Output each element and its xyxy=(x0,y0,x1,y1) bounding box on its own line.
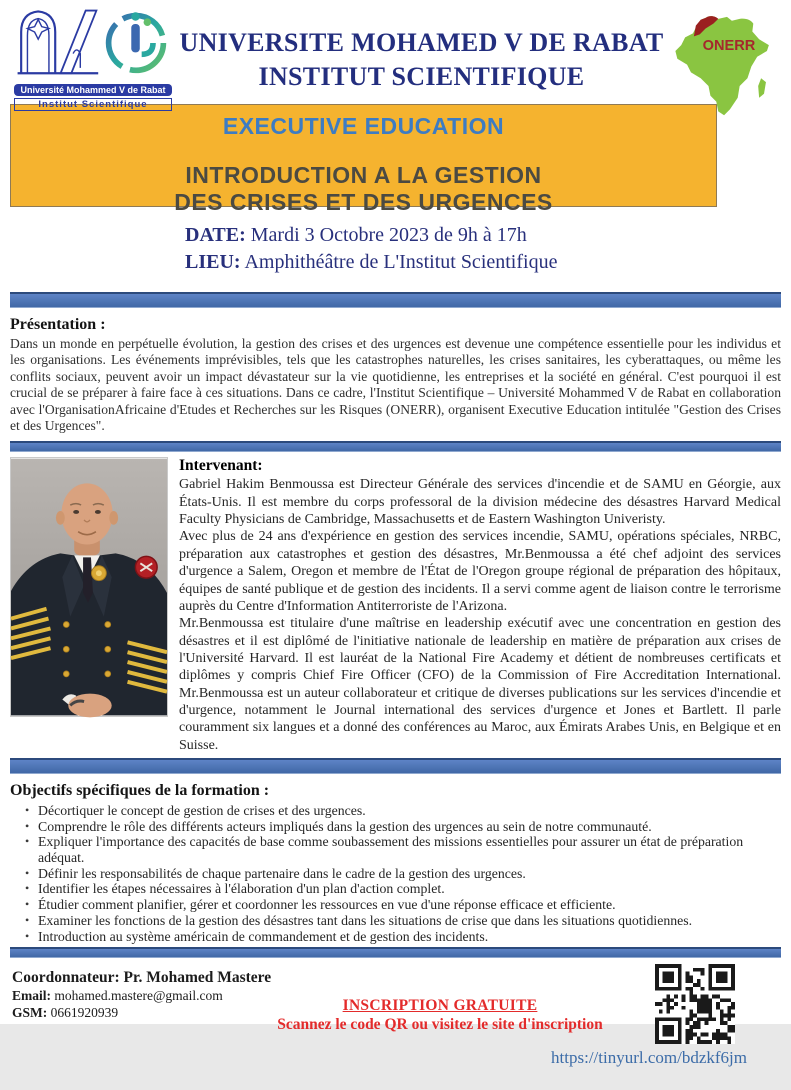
gsm-value: 0661920939 xyxy=(50,1005,119,1021)
university-arch-logo xyxy=(14,5,100,82)
footer xyxy=(0,958,791,1090)
event-info xyxy=(185,222,791,276)
logo-caption-university: Université Mohammed V de Rabat xyxy=(14,84,172,96)
page-title-line2: INSTITUT SCIENTIFIQUE xyxy=(258,62,585,91)
speaker-photo xyxy=(10,457,168,717)
intervenant-paragraph-3: Mr.Benmoussa est titulaire d'une maîtrise en leadership exécutif avec une concentration en gestion des désastres et il est diplômé de l'initiative nationale de leadership en matière de préparation aux crises de l'Université Harvard. Il est lauréat de la National Fire Academy et détient de nombreuses certificats et diplômes y compris Chief Fire Officer (CFO) de la Commission of Fire Accreditation International. Mr.Benmoussa est un auteur collaborateur et critique de diverses publications sur les services d'incendie et d'urgence, notamment le Journal international des services d'urgence et Jones et Bartlett. Il parle couramment six langues et a donné des conférences au Maroc, aux Émirats Arabes Unis, en Belgique et en Suisse. xyxy=(179,616,781,753)
coordinator-block xyxy=(12,968,271,1021)
separator-bar-1 xyxy=(10,292,781,308)
objectives-section xyxy=(10,782,781,944)
registration-link[interactable]: https://tinyurl.com/bdzkf6jm xyxy=(551,1048,747,1068)
program-banner xyxy=(10,104,717,215)
objective-item: • Décortiquer le concept de gestion de crises et des urgences. xyxy=(38,803,781,819)
intervenant-paragraph-1: Gabriel Hakim Benmoussa est Directeur Générale des services d'incendie et de SAMU en Géorgie, aux États-Unis. Il est membre du corps professoral de la division médecine des désastres Harvard Medical Faculty Physicians de Cambridge, Massachusetts et de Eastern Washington Univeristy. xyxy=(179,477,781,528)
date-value: Mardi 3 Octobre 2023 de 9h à 17h xyxy=(250,224,527,246)
objectives-heading: Objectifs spécifiques de la formation : xyxy=(10,781,270,799)
coordinator-label: Coordonnateur: xyxy=(12,969,120,987)
event-date xyxy=(185,222,791,249)
objective-item: • Expliquer l'importance des capacités de base comme soubassement des missions essentielles pour assurer un état de préparation adéquat. xyxy=(38,834,781,865)
banner-kicker: EXECUTIVE EDUCATION xyxy=(222,113,505,139)
presentation-body: Dans un monde en perpétuelle évolution, la gestion des crises et des urgences est devenue une compétence essentielle pour les individus et les organisations. Les événements imprévisibles, tels que les catastrophes naturelles, les crises sanitaires, les cyberattaques, ou même les conflits sociaux, peuvent avoir un impact dévastateur sur la vie quotidienne, les entreprises et la société en général. C'est pourquoi il est crucial de se préparer à faire face à ces situations. Dans ce cadre, l'Institut Scientifique – Université Mohammed V de Rabat en collaboration avec l'OrganisationAfricaine d'Etudes et Recherches sur les Risques (ONERR), organisent Executive Education intitulée "Gestion des Crises et des Urgences". xyxy=(10,336,781,434)
email-value: mohamed.mastere@gmail.com xyxy=(54,988,223,1004)
onerr-logo xyxy=(671,10,785,129)
institut-scientifique-logo xyxy=(102,7,170,82)
lieu-value: Amphithéâtre de L'Institut Scientifique xyxy=(244,251,558,273)
university-logo-block xyxy=(14,10,172,111)
email-line xyxy=(12,987,271,1004)
email-label: Email: xyxy=(12,988,51,1004)
qr-code xyxy=(655,964,735,1044)
inscription-title: INSCRIPTION GRATUITE xyxy=(342,997,538,1015)
intervenant-heading: Intervenant: xyxy=(179,457,263,475)
banner-title xyxy=(11,162,716,216)
page-title xyxy=(172,10,671,94)
presentation-section xyxy=(10,316,781,434)
event-location xyxy=(185,249,791,276)
intervenant-text xyxy=(179,457,781,754)
objective-item: • Comprendre le rôle des différents acteurs impliqués dans la gestion des urgences au sein de notre communauté. xyxy=(38,819,781,835)
gsm-line xyxy=(12,1004,271,1021)
objective-item: • Examiner les fonctions de la gestion des désastres tant dans les situations de crise que dans les situations quotidiennes. xyxy=(38,913,781,929)
objective-item: • Introduction au système américain de commandement et de gestion des incidents. xyxy=(38,929,781,945)
onerr-label: ONERR xyxy=(702,37,756,54)
separator-bar-2 xyxy=(10,441,781,452)
inscription-subtitle: Scannez le code QR ou visitez le site d'inscription xyxy=(277,1016,603,1034)
banner-title-line2: DES CRISES ET DES URGENCES xyxy=(174,189,553,215)
intervenant-paragraph-2: Avec plus de 24 ans d'expérience en gestion des services incendie, SAMU, opérations spéciales, NRBC, préparation aux catastrophes et gestion des désastres, Mr.Benmoussa a été chef adjoint des services d'urgence a Salem, Oregon et membre de l'État de l'Oregon groupe régional de préparation des hôpitaux, équipes de santé publique et de gestion des incidents. Il a servi comme agent de liaison contre le terrorisme auprès du Centre d'Information Antiterroriste de l'Arizona. xyxy=(179,529,781,614)
presentation-heading: Présentation : xyxy=(10,316,106,333)
intervenant-section xyxy=(10,457,781,754)
logo-caption-institut: Institut Scientifique xyxy=(14,98,172,111)
objective-item: • Étudier comment planifier, gérer et coordonner les ressources en vue d'une réponse efficace et efficiente. xyxy=(38,897,781,913)
objective-item: • Identifier les étapes nécessaires à l'élaboration d'un plan d'action complet. xyxy=(38,881,781,897)
banner-title-line1: INTRODUCTION A LA GESTION xyxy=(185,162,542,188)
coordinator-line xyxy=(12,968,271,987)
separator-bar-3 xyxy=(10,758,781,774)
date-label: DATE: xyxy=(185,224,246,246)
separator-bar-4 xyxy=(10,947,781,958)
objective-item: • Définir les responsabilités de chaque partenaire dans le cadre de la gestion des urgences. xyxy=(38,866,781,882)
objectives-list xyxy=(10,803,781,944)
header xyxy=(0,0,791,110)
lieu-label: LIEU: xyxy=(185,251,241,273)
inscription-block xyxy=(235,996,645,1034)
gsm-label: GSM: xyxy=(12,1005,48,1021)
page-title-line1: UNIVERSITE MOHAMED V DE RABAT xyxy=(179,28,664,57)
coordinator-value: Pr. Mohamed Mastere xyxy=(123,969,272,987)
